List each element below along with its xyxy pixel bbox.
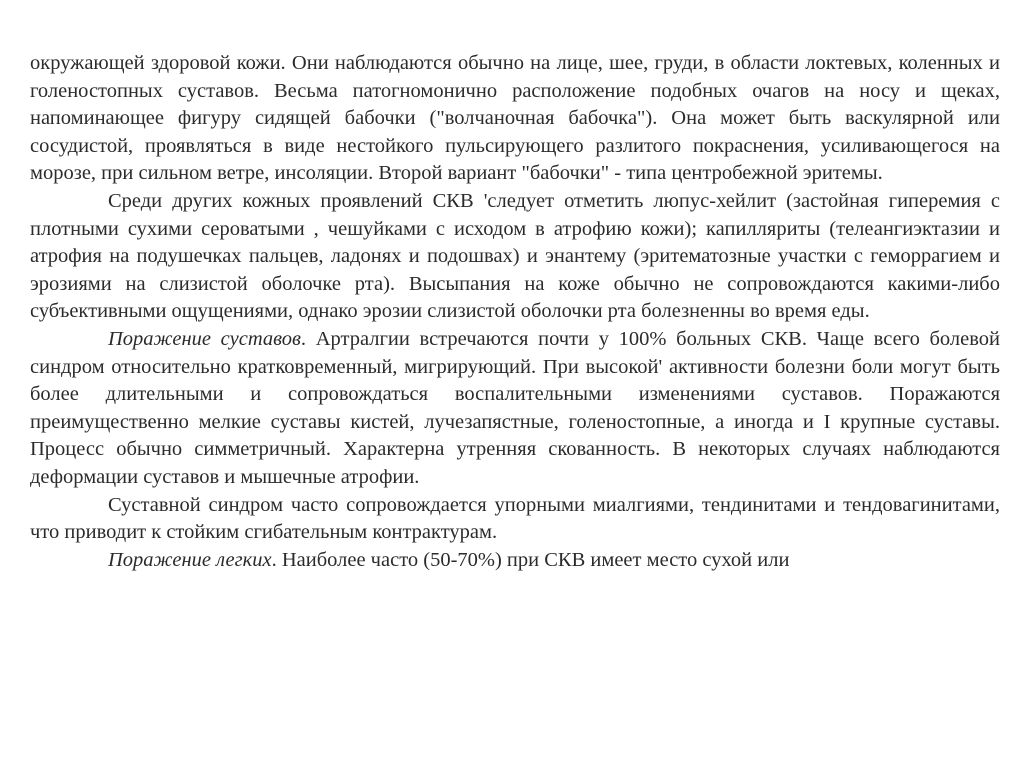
section-heading-lungs: Поражение легких [108, 548, 272, 571]
paragraph-text: Среди других кожных проявлений СКВ 'следует отметить люпус-хейлит (застойная гиперемия с плотными сухими сероватыми , чешуйками с исходом в атрофию кожи); капилляриты (телеангиэктазии и атрофия на подушечках пальцев, ладонях и подошвах) и энантему (эритематозные участки с геморрагием и эрозиями на слизистой оболочке рта). Высыпания на коже обычно не сопровождаются какими-либо субъективными ощущениями, однако эрозии слизистой оболочки рта болезненны во время еды. [30, 189, 1000, 323]
document-page [30, 50, 1000, 574]
paragraph-joint-syndrome [30, 492, 1000, 547]
paragraph-text: Суставной синдром часто сопровождается упорными миалгиями, тендинитами и тендовагинитами, что приводит к стойким сгибательным контрактурам. [30, 493, 1000, 544]
paragraph-lung-damage [30, 547, 1000, 575]
paragraph-text: окружающей здоровой кожи. Они наблюдаются обычно на лице, шее, груди, в области локтевых, коленных и голеностопных суставов. Весьма патогномонично расположение подобных очагов на носу и щеках, напоминающее фигуру сидящей бабочки ("волчаночная бабочка"). Она может быть васкулярной или сосудистой, проявляться в виде нестойкого пульсирующего разлитого покраснения, усиливающегося на морозе, при сильном ветре, инсоляции. Второй вариант "бабочки" - типа центробежной эритемы. [30, 52, 1000, 185]
paragraph-skin-butterfly [30, 50, 1000, 188]
section-heading-joints: Поражение суставов [108, 327, 301, 350]
paragraph-text: . Наиболее часто (50-70%) при СКВ имеет место сухой или [271, 548, 790, 571]
paragraph-skin-manifestations [30, 188, 1000, 326]
paragraph-text: . Артралгии встречаются почти у 100% больных СКВ. Чаще всего болевой синдром относительно кратковременный, мигрирующий. При высокой' активности болезни боли могут быть более длительными и сопровождаться воспалительными изменениями суставов. Поражаются преимущественно мелкие суставы кистей, лучезапястные, голеностопные, а иногда и I крупные суставы. Процесс обычно симметричный. Характерна утренняя скованность. В некоторых случаях наблюдаются деформации суставов и мышечные атрофии. [30, 327, 1000, 488]
paragraph-joint-damage [30, 326, 1000, 492]
